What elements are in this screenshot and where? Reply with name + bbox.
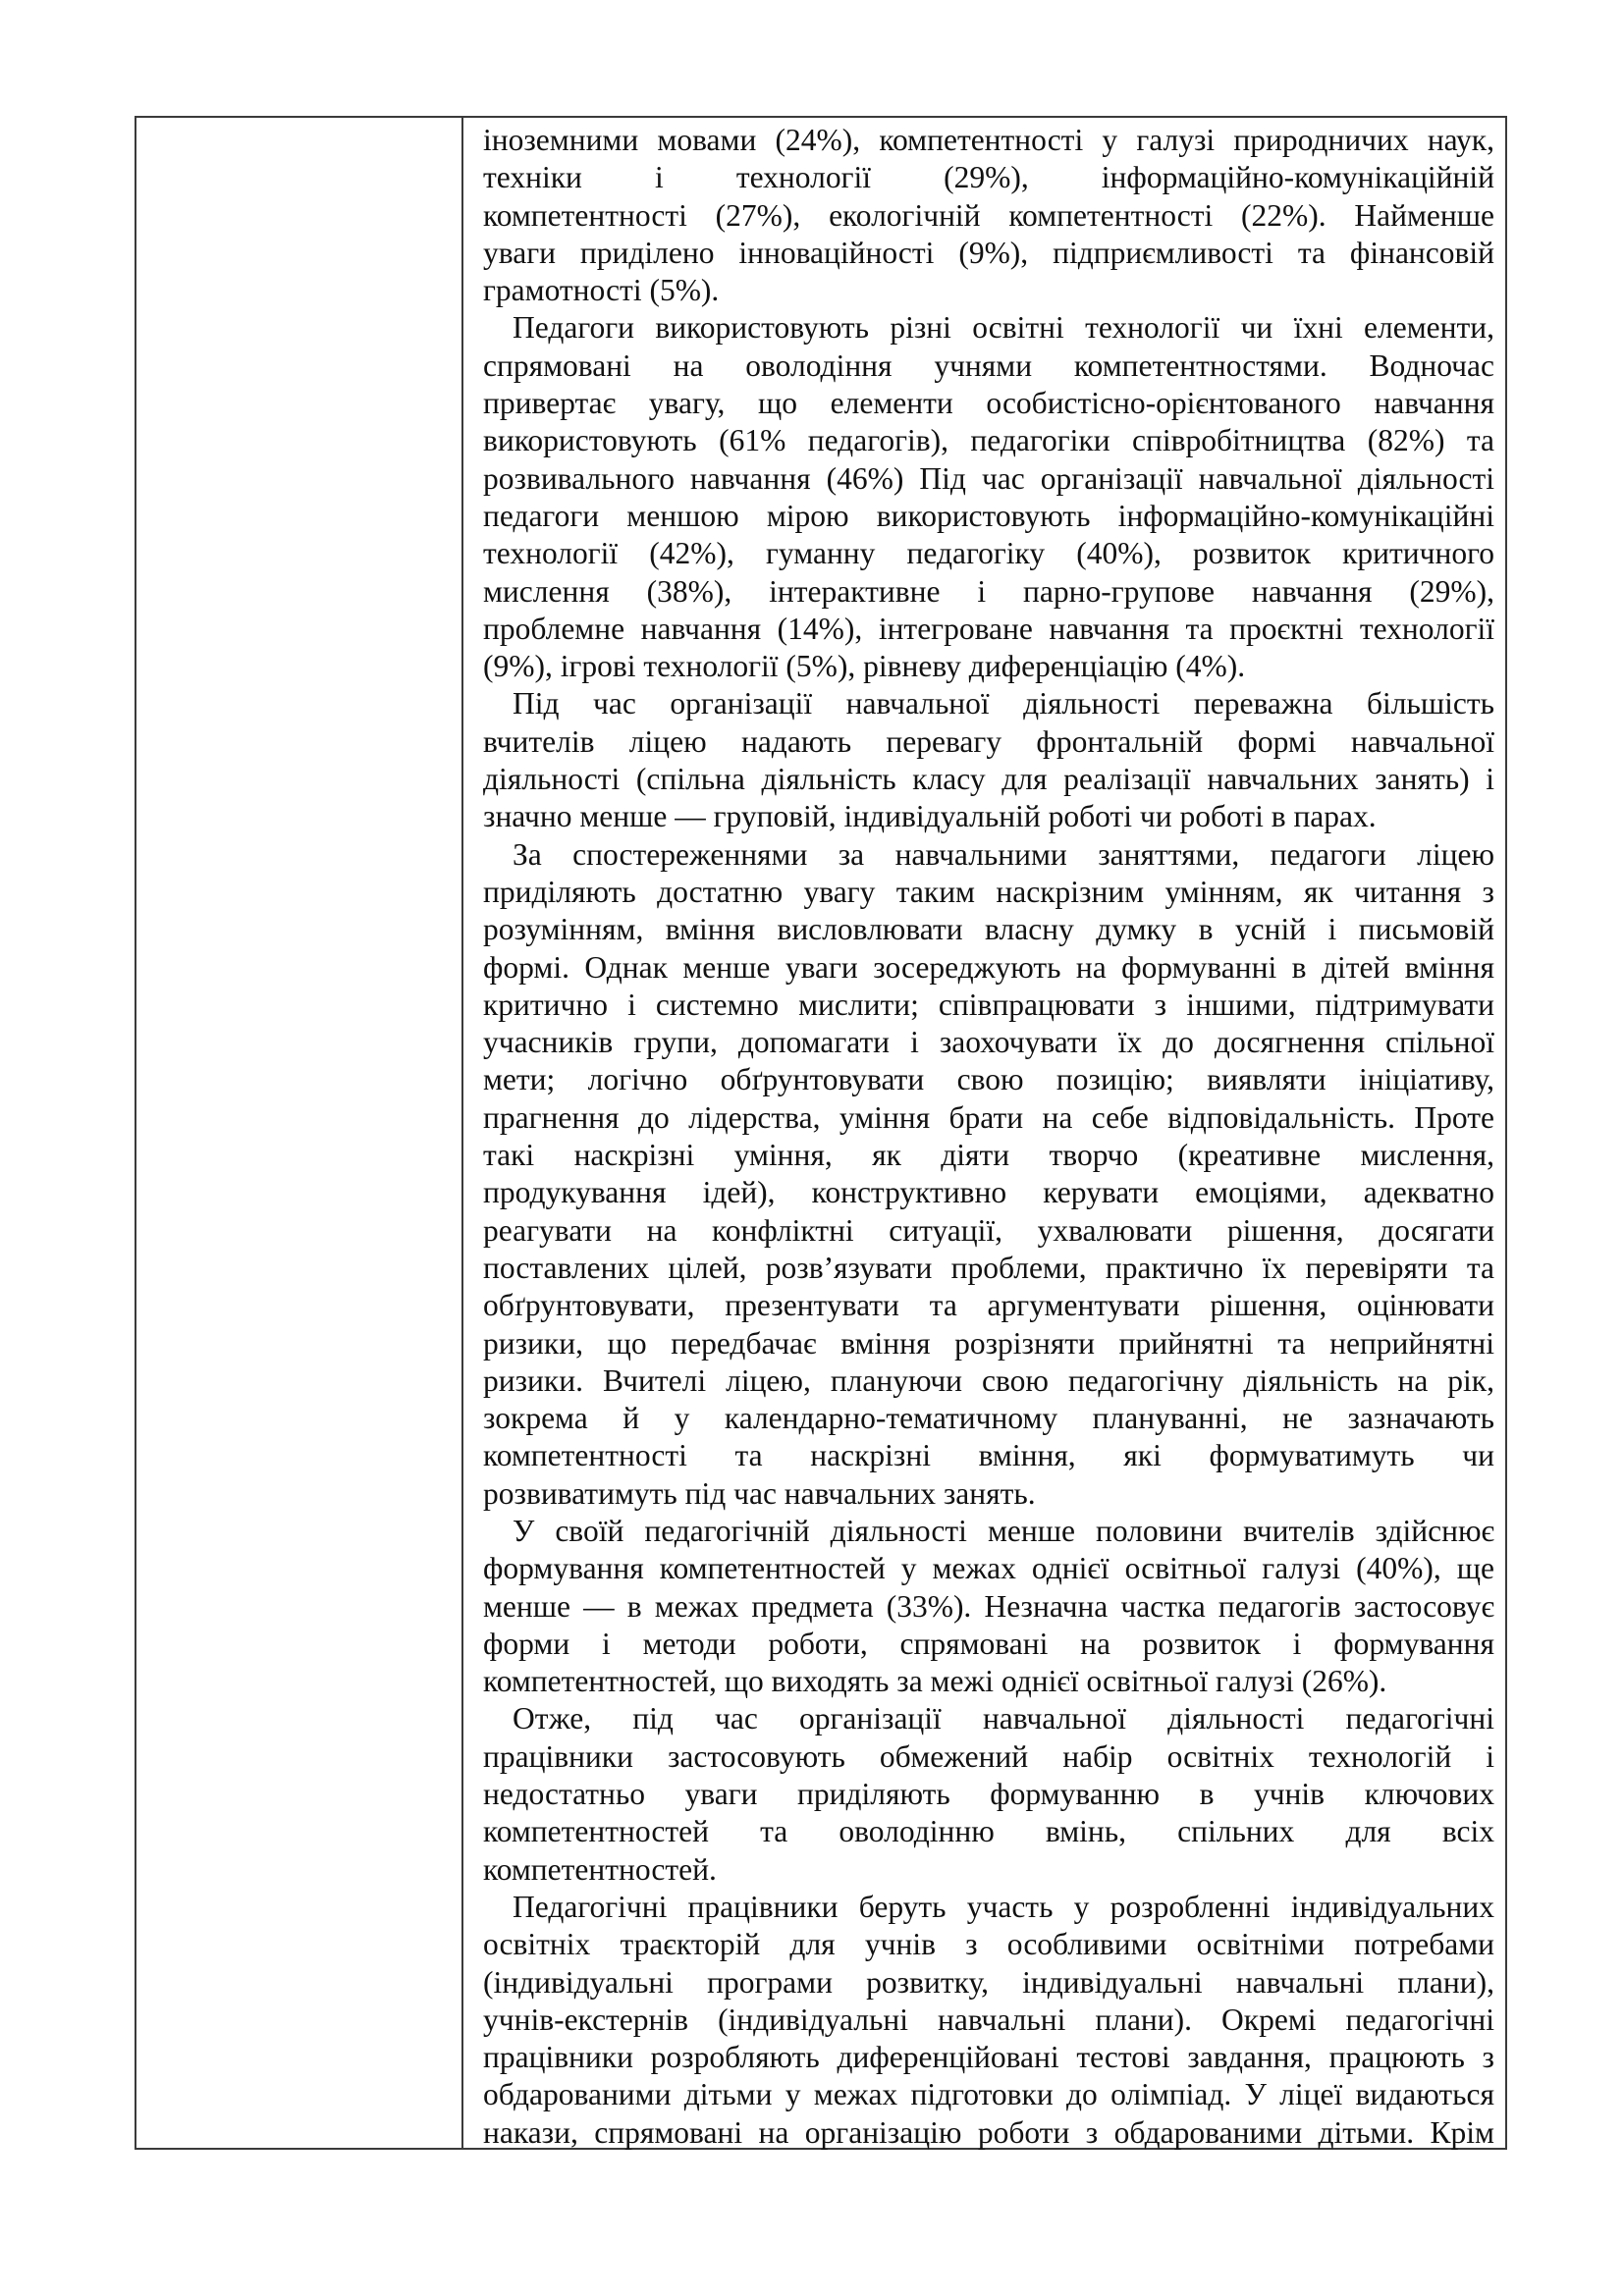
text-line: діяльності (спільна діяльність класу для реалізації навчальних занять) і xyxy=(483,762,1494,797)
text-line: використовують (61% педагогів), педагогіки співробітництва (82%) та xyxy=(483,423,1494,458)
text-line: такі наскрізні уміння, як діяти творчо (креативне мислення, xyxy=(483,1138,1494,1173)
text-line: вчителів ліцею надають перевагу фронтальній формі навчальної xyxy=(483,723,1494,759)
paragraph xyxy=(483,309,1494,685)
text-line: працівники застосовують обмежений набір освітніх технологій і xyxy=(483,1738,1494,1774)
text-line: компетентностей. xyxy=(483,1851,717,1887)
text-line: учнів-екстернів (індивідуальні навчальні плани). Окремі педагогічні xyxy=(483,2002,1494,2037)
text-line: менше — в межах предмета (33%). Незначна частка педагогів застосовує xyxy=(483,1588,1494,1624)
text-line: ризики. Вчителі ліцею, плануючи свою педагогічну діяльність на рік, xyxy=(483,1362,1494,1398)
text-line: компетентностей та оволодінню вмінь, спільних для всіх xyxy=(483,1814,1494,1849)
text-line: компетентностей, що виходять за межі однієї освітньої галузі (26%). xyxy=(483,1664,1387,1699)
text-line: приділяють достатню увагу таким наскрізним умінням, як читання з xyxy=(483,874,1494,909)
paragraph xyxy=(483,1889,1494,2152)
text-line: мети; логічно обґрунтовувати свою позицію; виявляти ініціативу, xyxy=(483,1062,1494,1097)
paragraph xyxy=(483,122,1494,309)
text-line: форми і методи роботи, спрямовані на розвиток і формування xyxy=(483,1626,1494,1661)
text-line: компетентності та наскрізні вміння, які формуватимуть чи xyxy=(483,1438,1494,1473)
paragraph xyxy=(483,685,1494,835)
text-line: недостатньо уваги приділяють формуванню в учнів ключових xyxy=(483,1777,1494,1812)
text-line: формування компетентностей у межах однієї освітньої галузі (40%), ще xyxy=(483,1551,1494,1586)
table-right-cell xyxy=(483,122,1494,2152)
text-line: значно менше — груповій, індивідуальній роботі чи роботі в парах. xyxy=(483,799,1377,834)
text-line: учасників групи, допомагати і заохочувати їх до досягнення спільної xyxy=(483,1025,1494,1060)
paragraph xyxy=(483,836,1494,1513)
text-line: зокрема й у календарно-тематичному плануванні, не зазначають xyxy=(483,1401,1494,1436)
text-line: поставлених цілей, розв’язувати проблеми, практично їх перевіряти та xyxy=(483,1250,1494,1285)
text-line: критично і системно мислити; співпрацювати з іншими, підтримувати xyxy=(483,987,1494,1022)
text-line: проблемне навчання (14%), інтегроване навчання та проєктні технології xyxy=(483,611,1494,646)
text-line: педагоги меншою мірою використовують інформаційно-комунікаційні xyxy=(483,498,1494,533)
text-line: спрямовані на оволодіння учнями компетентностями. Водночас xyxy=(483,347,1494,383)
table-left-cell xyxy=(136,118,463,2148)
text-line: уваги приділено інноваційності (9%), підприємливості та фінансовій xyxy=(483,235,1494,270)
text-line: техніки і технології (29%), інформаційно-комунікаційній xyxy=(483,160,1494,195)
text-line: накази, спрямовані на організацію роботи з обдарованими дітьми. Крім xyxy=(483,2114,1494,2150)
text-line: обґрунтовувати, презентувати та аргументувати рішення, оцінювати xyxy=(483,1288,1494,1323)
text-line: прагнення до лідерства, уміння брати на себе відповідальність. Проте xyxy=(483,1099,1494,1135)
text-line: У своїй педагогічній діяльності менше половини вчителів здійснює xyxy=(513,1513,1494,1548)
text-line: Педагоги використовують різні освітні технології чи їхні елементи, xyxy=(513,310,1494,346)
text-line: привертає увагу, що елементи особистісно-орієнтованого навчання xyxy=(483,386,1494,421)
text-line: розвиватимуть під час навчальних занять. xyxy=(483,1475,1036,1511)
text-line: Педагогічні працівники беруть участь у розробленні індивідуальних xyxy=(513,1889,1494,1924)
text-line: розвивального навчання (46%) Під час організації навчальної діяльності xyxy=(483,460,1494,496)
text-line: іноземними мовами (24%), компетентності у галузі природничих наук, xyxy=(483,123,1494,157)
text-line: освітніх траєкторій для учнів з особливими освітніми потребами xyxy=(483,1927,1494,1962)
text-line: (9%), ігрові технології (5%), рівневу диференціацію (4%). xyxy=(483,649,1246,684)
document-table xyxy=(135,116,1507,2150)
text-line: технології (42%), гуманну педагогіку (40%), розвиток критичного xyxy=(483,536,1494,571)
text-line: Під час організації навчальної діяльності переважна більшість xyxy=(513,686,1494,721)
text-line: реагувати на конфліктні ситуації, ухвалювати рішення, досягати xyxy=(483,1212,1494,1248)
text-line: За спостереженнями за навчальними заняттями, педагоги ліцею xyxy=(513,836,1494,872)
text-line: розумінням, вміння висловлювати власну думку в усній і письмовій xyxy=(483,912,1494,947)
text-line: Отже, під час організації навчальної діяльності педагогічні xyxy=(513,1701,1494,1736)
text-line: ризики, що передбачає вміння розрізняти прийнятні та неприйнятні xyxy=(483,1325,1494,1361)
text-line: грамотності (5%). xyxy=(483,273,720,308)
paragraph xyxy=(483,1513,1494,1700)
text-line: мислення (38%), інтерактивне і парно-групове навчання (29%), xyxy=(483,573,1494,609)
text-line: продукування ідей), конструктивно керувати емоціями, адекватно xyxy=(483,1175,1494,1210)
text-line: (індивідуальні програми розвитку, індивідуальні навчальні плани), xyxy=(483,1964,1494,2000)
paragraph xyxy=(483,1700,1494,1888)
text-line: працівники розробляють диференційовані тестові завдання, працюють з xyxy=(483,2040,1494,2075)
text-line: формі. Однак менше уваги зосереджують на формуванні в дітей вміння xyxy=(483,949,1494,985)
text-line: обдарованими дітьми у межах підготовки до олімпіад. У ліцеї видаються xyxy=(483,2077,1494,2112)
text-line: компетентності (27%), екологічній компетентності (22%). Найменше xyxy=(483,197,1494,233)
